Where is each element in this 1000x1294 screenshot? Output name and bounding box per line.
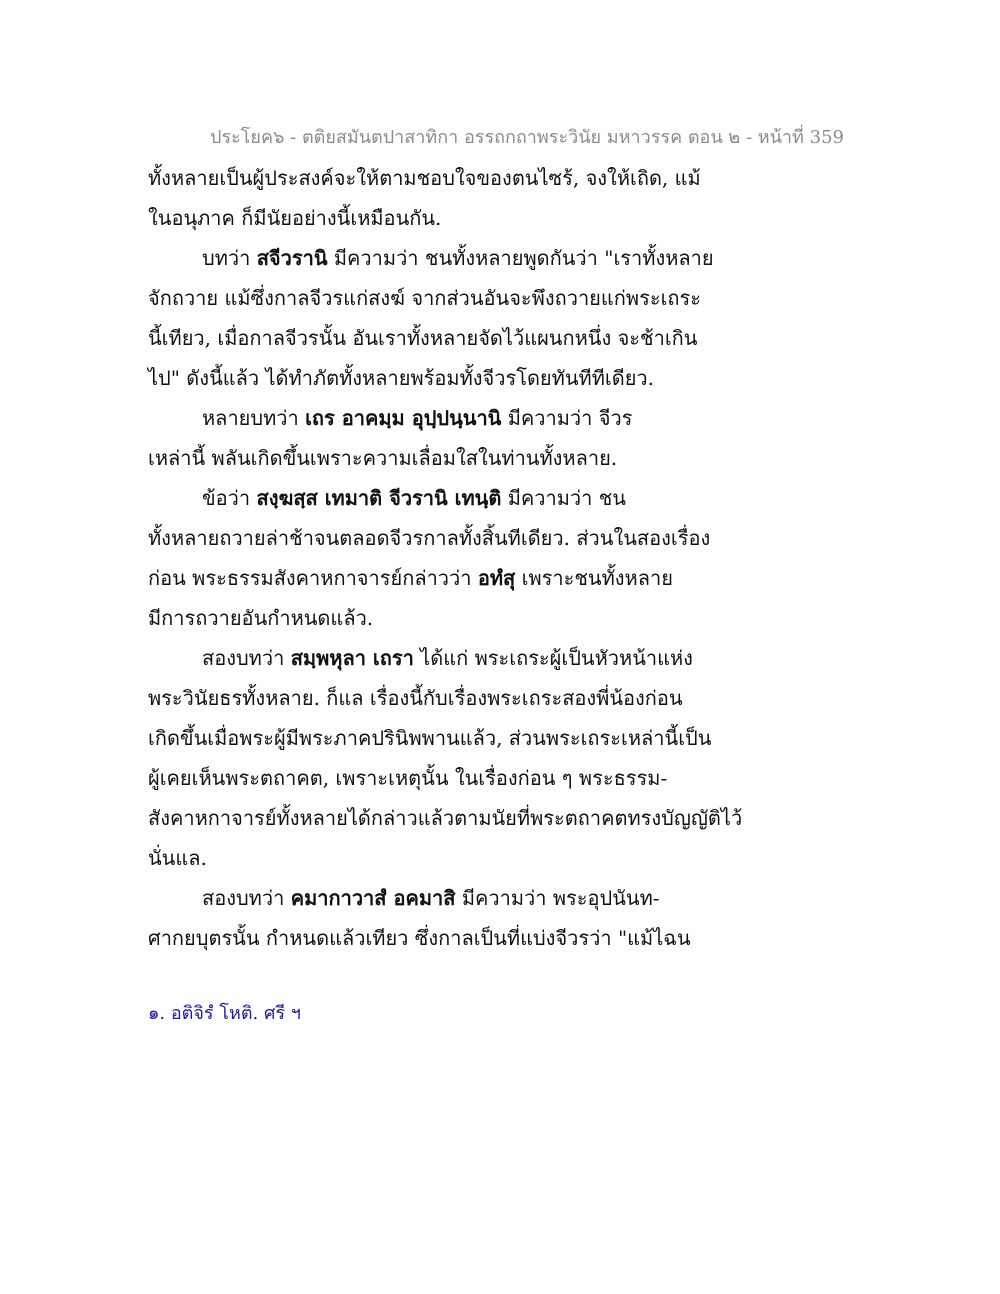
text-line: พระวินัยธรทั้งหลาย. ก็แล เรื่องนี้กับเรื่องพระเถระสองพี่น้องก่อน [148,686,683,710]
pali-term: สมฺพหุลา เถรา [290,646,414,670]
paragraph-3 [148,398,708,478]
text-run: ได้แก่ พระเถระผู้เป็นหัวหน้าแห่ง [413,646,693,670]
paragraph-5 [148,638,743,878]
pali-term: สจีวรานิ [256,246,328,270]
pali-term: คมากาวาสํ อคมาสิ [290,886,456,910]
text-line: จักถวาย แม้ซึ่งกาลจีวรแก่สงฆ์ จากส่วนอันจะพึงถวายแก่พระเถระ [148,286,701,310]
text-line: เหล่านี้ พลันเกิดขึ้นเพราะความเลื่อมใสในท่านทั้งหลาย. [148,446,618,470]
text-run: มีความว่า จีวร [501,406,633,430]
pali-term: เถร อาคมฺม อุปฺปนฺนานิ [305,406,502,430]
paragraph-6 [148,878,708,958]
paragraph-4 [148,478,711,638]
text-line: ไป" ดังนี้แล้ว ได้ทำภัตทั้งหลายพร้อมทั้งจีวรโดยทันทีทีเดียว. [148,366,655,390]
text-run: ก่อน พระธรรมสังคาหกาจารย์กล่าวว่า [148,566,478,590]
text-run: มีความว่า ชน [501,486,626,510]
text-line [148,558,708,598]
text-run: ข้อว่า [202,486,257,510]
text-line: ทั้งหลายถวายล่าช้าจนตลอดจีวรกาลทั้งสิ้นทีเดียว. ส่วนในสองเรื่อง [148,526,711,550]
text-run: บทว่า [202,246,257,270]
text-line [148,478,708,518]
text-line: ศากยบุตรนั้น กำหนดแล้วเทียว ซึ่งกาลเป็นที่แบ่งจีวรว่า "แม้ไฉน [148,926,691,950]
body-text [148,158,743,958]
text-run: มีความว่า พระอุปนันท- [455,886,660,910]
paragraph-2 [148,238,714,398]
text-run: สองบทว่า [202,886,291,910]
footnote: ๑. อติจิรํ โหติ. ศรี ฯ [148,1003,301,1024]
text-line: ทั้งหลายเป็นผู้ประสงค์จะให้ตามชอบใจของตนไซร้, จงให้เถิด, แม้ [148,166,701,190]
text-line: มีการถวายอันกำหนดแล้ว. [148,606,374,630]
text-line [148,878,708,918]
page-header: ประโยค๖ - ตติยสมันตปาสาทิกา อรรถกถาพระวินัย มหาวรรค ตอน ๒ - หน้าที่ 359 [210,127,844,148]
text-run: มีความว่า ชนทั้งหลายพูดกันว่า "เราทั้งหลาย [327,246,714,270]
text-run: หลายบทว่า [202,406,306,430]
text-line: เกิดขึ้นเมื่อพระผู้มีพระภาคปรินิพพานแล้ว, ส่วนพระเถระเหล่านี้เป็น [148,726,712,750]
text-line [148,238,714,278]
text-run: เพราะชนทั้งหลาย [515,566,673,590]
text-line: ผู้เคยเห็นพระตถาคต, เพราะเหตุนั้น ในเรื่องก่อน ๆ พระธรรม- [148,766,668,790]
text-line [148,638,708,678]
text-line: นั่นแล. [148,846,207,870]
pali-term: อทํสุ [477,566,516,590]
text-line: ในอนุภาค ก็มีนัยอย่างนี้เหมือนกัน. [148,206,442,230]
pali-term: สงฺฆสฺส เทมาติ จีวรานิ เทนฺติ [256,486,502,510]
text-line: สังคาหกาจารย์ทั้งหลายได้กล่าวแล้วตามนัยที่พระตถาคตทรงบัญญัติไว้ [148,806,743,830]
paragraph-1 [148,158,708,238]
text-line [148,398,708,438]
text-run: สองบทว่า [202,646,291,670]
text-line: นี้เทียว, เมื่อกาลจีวรนั้น อันเราทั้งหลายจัดไว้แผนกหนึ่ง จะช้าเกิน [148,326,698,350]
